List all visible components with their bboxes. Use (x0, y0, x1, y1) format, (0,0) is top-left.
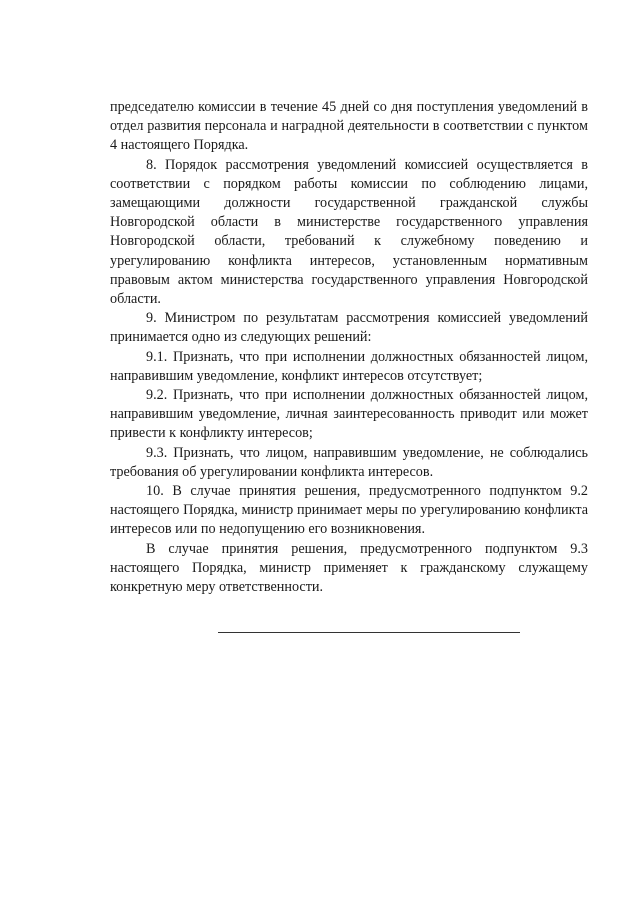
paragraph-9: 9. Министром по результатам рассмотрения комиссией уведомлений принимается одно из следующих решений: (110, 310, 588, 346)
paragraph-8: 8. Порядок рассмотрения уведомлений комиссией осуществляется в соответствии с порядком работы комиссии по соблюдению лицами, замещающими должности государственной гражданской службы Новгородской области в министерстве государственного управления Новгородской области, требований к служебному поведению и урегулированию конфликта интересов, установленным нормативным правовым актом министерства государственного управления Новгородской области. (110, 156, 588, 308)
document-body (110, 98, 588, 597)
paragraph-continuation: председателю комиссии в течение 45 дней со дня поступления уведомлений в отдел развития персонала и наградной деятельности в соответствии с пунктом 4 настоящего Порядка. (110, 99, 588, 154)
paragraph-10-second: В случае принятия решения, предусмотренного подпунктом 9.3 настоящего Порядка, министр применяет к гражданскому служащему конкретную меру ответственности. (110, 540, 588, 596)
paragraph-9-2: 9.2. Признать, что при исполнении должностных обязанностей лицом, направившим уведомление, личная заинтересованность приводит или может привести к конфликту интересов; (110, 387, 588, 442)
paragraph-9-3: 9.3. Признать, что лицом, направившим уведомление, не соблюдались требования об урегулировании конфликта интересов. (110, 444, 588, 480)
paragraph-10: 10. В случае принятия решения, предусмотренного подпунктом 9.2 настоящего Порядка, министр принимает меры по урегулированию конфликта интересов или по недопущению его возникновения. (110, 483, 588, 538)
paragraph-9-1: 9.1. Признать, что при исполнении должностных обязанностей лицом, направившим уведомление, конфликт интересов отсутствует; (110, 348, 588, 384)
closing-divider-line (218, 632, 520, 633)
